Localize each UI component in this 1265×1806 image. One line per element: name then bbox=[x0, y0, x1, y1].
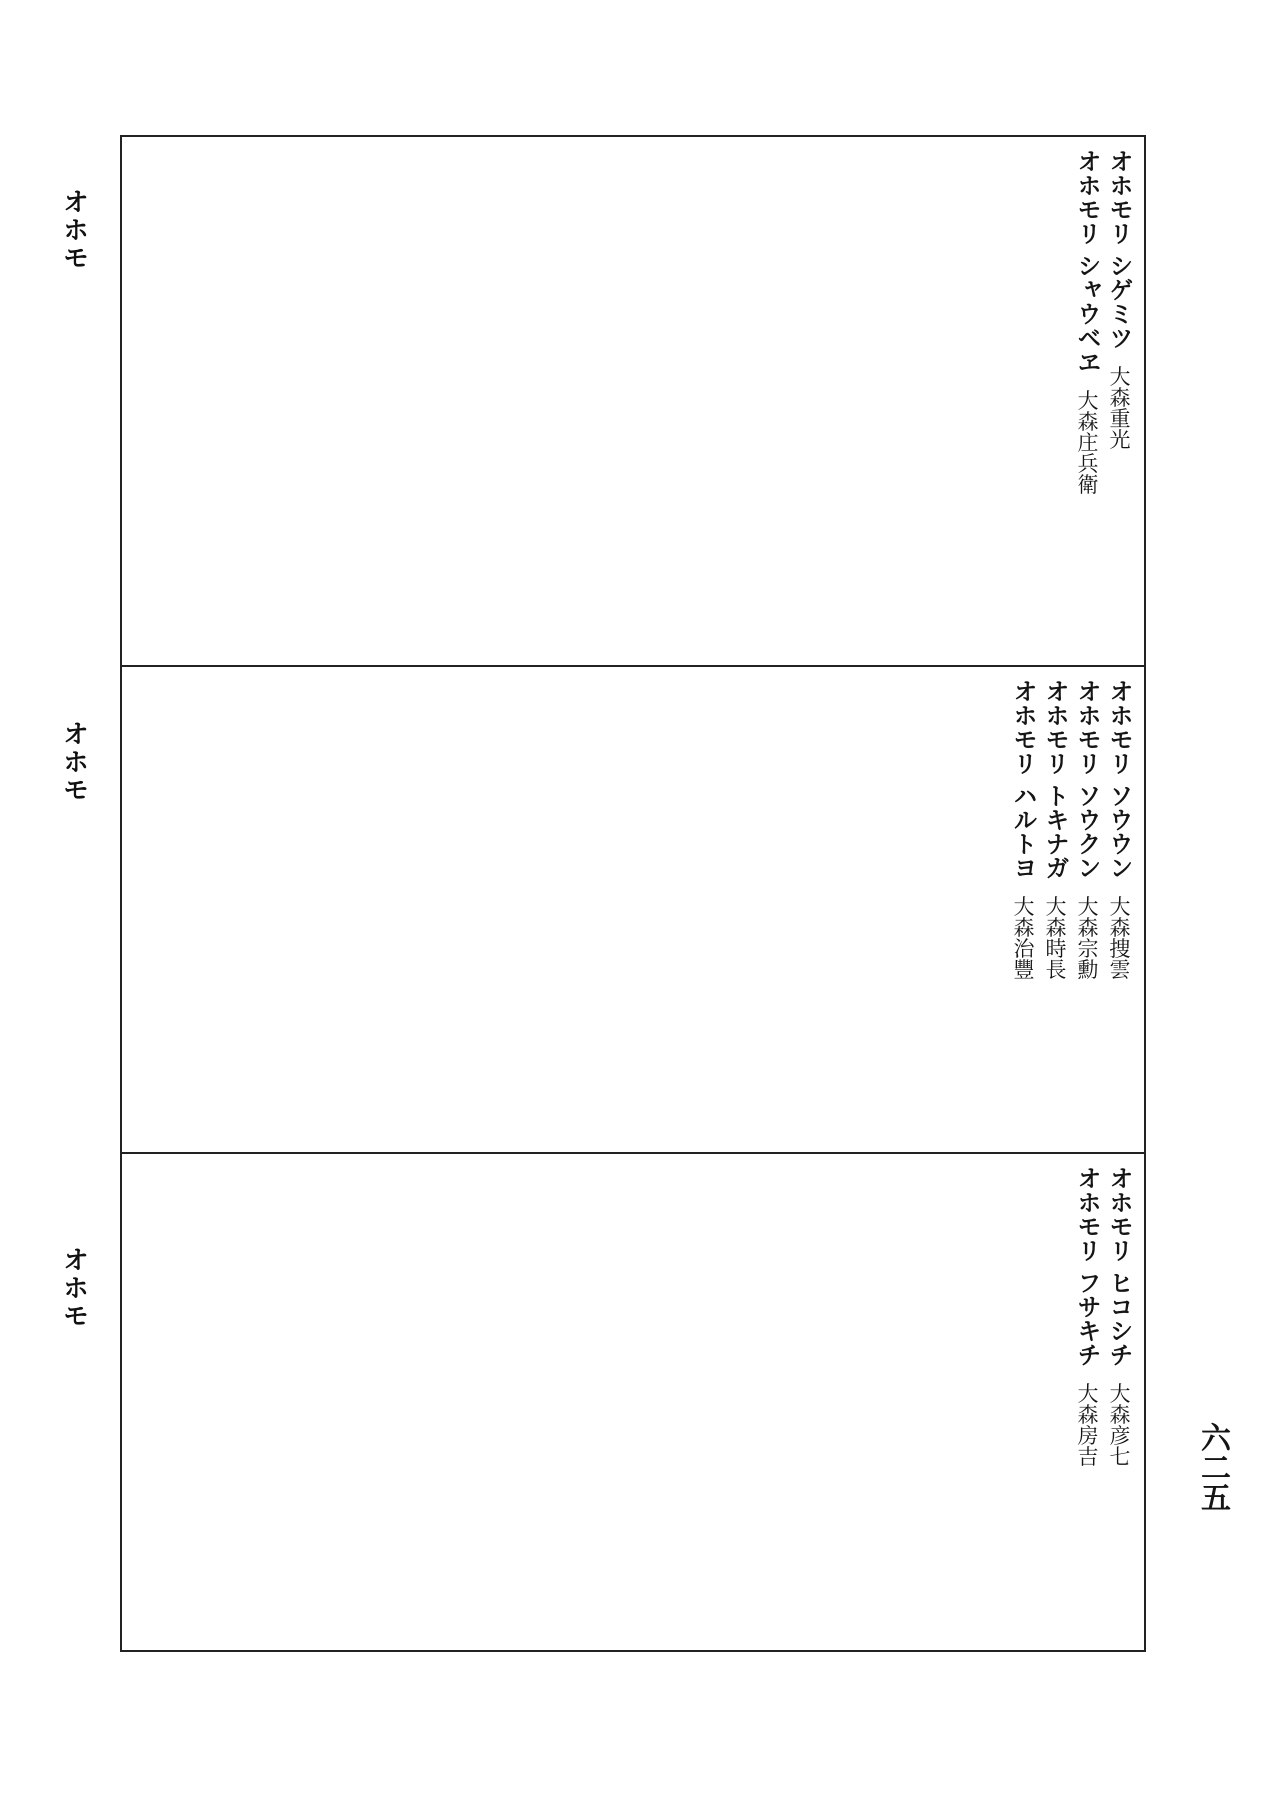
entry-name: オホモリ ソウクン bbox=[1073, 679, 1101, 880]
entry-name: オホモリ ヒコシチ bbox=[1105, 1166, 1133, 1367]
dictionary-entry bbox=[1104, 1166, 1134, 1638]
margin-header-mark: オホモ bbox=[58, 720, 89, 804]
entry-heading bbox=[1008, 679, 1038, 1140]
entry-name: オホモリ シャウベヱ bbox=[1073, 149, 1101, 374]
entry-name: オホモリ トキナガ bbox=[1041, 679, 1069, 880]
page-frame bbox=[120, 135, 1146, 1652]
entry-heading bbox=[1104, 1166, 1134, 1638]
page-number: 六二五 bbox=[1195, 1422, 1230, 1512]
entry-person-kanji: 大森重光 bbox=[1107, 365, 1131, 450]
margin-header-mark: オホモ bbox=[58, 1246, 89, 1330]
entry-name: オホモリ シゲミツ bbox=[1105, 149, 1133, 350]
section-middle bbox=[122, 667, 1144, 1152]
entry-person-kanji: 大森彦七 bbox=[1107, 1382, 1131, 1467]
dictionary-entry bbox=[1008, 679, 1038, 1140]
dictionary-entry bbox=[1104, 149, 1134, 653]
dictionary-entry bbox=[1072, 679, 1102, 1140]
section-bottom bbox=[122, 1154, 1144, 1650]
entry-person-kanji: 大森庄兵衛 bbox=[1075, 389, 1099, 495]
entry-heading bbox=[1072, 1166, 1102, 1638]
section-top bbox=[122, 137, 1144, 665]
entry-person-kanji: 大森捜雲 bbox=[1107, 895, 1131, 980]
entry-person-kanji: 大森房吉 bbox=[1075, 1382, 1099, 1467]
entry-person-kanji: 大森治豐 bbox=[1011, 895, 1035, 980]
entry-heading bbox=[1040, 679, 1070, 1140]
entry-heading bbox=[1072, 679, 1102, 1140]
dictionary-entry bbox=[1072, 1166, 1102, 1638]
margin-header-mark: オホモ bbox=[58, 188, 89, 272]
entry-person-kanji: 大森時長 bbox=[1043, 895, 1067, 980]
entry-person-kanji: 大森宗勳 bbox=[1075, 895, 1099, 980]
dictionary-entry bbox=[1104, 679, 1134, 1140]
entry-name: オホモリ ハルトヨ bbox=[1009, 679, 1037, 880]
entry-heading bbox=[1104, 149, 1134, 653]
entry-heading bbox=[1104, 679, 1134, 1140]
dictionary-entry bbox=[1040, 679, 1070, 1140]
entry-name: オホモリ ソウウン bbox=[1105, 679, 1133, 880]
entry-name: オホモリ フサキチ bbox=[1073, 1166, 1101, 1367]
entry-heading bbox=[1072, 149, 1102, 653]
dictionary-entry bbox=[1072, 149, 1102, 653]
